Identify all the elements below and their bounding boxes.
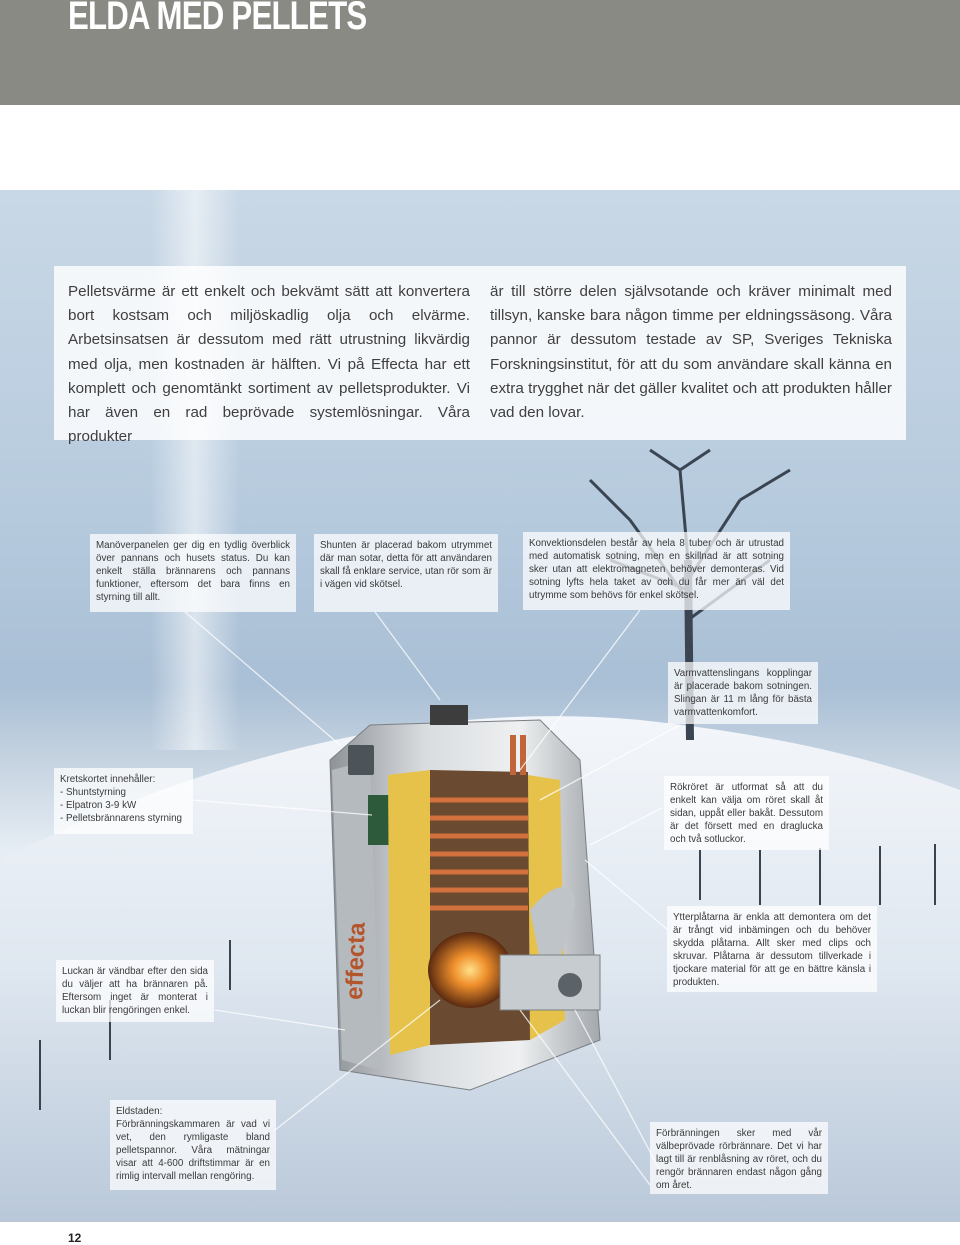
svg-text:effecta: effecta [341,921,371,1001]
callout-door: Luckan är vändbar efter den sida du väljer att ha brännaren på. Eftersom inget är monterat i luckan blir rengöringen enkel. [56,960,214,1022]
water-coil [430,800,528,908]
page-header [0,0,960,105]
intro-text-col1: Pelletsvärme är ett enkelt och bekvämt sätt att konvertera bort kostsam och miljöskadlig olja och elvärme. Arbetsinsatsen är dessutom med rätt utrustning likvärdig med olja, men kostnaden är hälften. Vi på Effecta har ett komplett och genomtänkt sortiment av pelletsprodukter. Vi har även en rad beprövade systemlösningar. Våra produkter [68,283,470,446]
fire [428,932,512,1008]
control-panel [348,745,374,775]
callout-combustion: Förbränningen sker med vår välbeprövade rörbrännare. Det vi har lagt till är renblåsning av röret, och du rengör brännaren endast någon gång om året. [650,1122,828,1194]
intro-text-col2: är till större delen självsotande och kräver minimalt med tillsyn, kanske bara någon timme per eldningssäsong. Våra pannor är dessutom testade av SP, Sveriges Tekniska Forskningsinstitut, för att du som användare skall känna en extra trygghet när det gäller kvalitet och att produkten håller vad den lovar. [490,283,892,422]
burner-fan [558,973,582,997]
callout-firebox: Eldstaden: Förbränningskammaren är vad vi vet, den rymligaste bland pelletspannor. Våra mätningar visar att 4-600 driftstimmar är en rimlig intervall mellan rengöring. [110,1100,276,1190]
hot-water-pipe [510,735,516,775]
page-title: ELDA MED PELLETS [68,0,367,38]
circuit-board [368,795,390,845]
callout-convection: Konvektionsdelen består av hela 8 tuber och är utrustad med automatisk sotning, men en skillnad är att sotning sker utan att elektromagneten behöver demonteras. Vid sotning lyfts hela taket av och du får mer än väl det utrymme som behövs för enkel skötsel. [523,532,790,610]
callout-circuit-board: Kretskortet innehåller: - Shuntstyrning - Elpatron 3-9 kW - Pelletsbrännarens styrning [54,768,193,834]
callout-flue-pipe: Rökröret är utformat så att du enkelt kan välja om röret skall åt sidan, uppåt eller bakåt. Dessutom är det försett med en draglucka och två sotluckor. [664,776,829,850]
callout-outer-panels: Ytterplåtarna är enkla att demontera om det är trångt vid inbämingen och du behöver skydda plåtarna. Allt sker med clips och skruvar. Plåtarna är dessutom tillverkade i tjockare material för att ge en bättre känsla i produkten. [667,906,877,992]
flue-outlet [430,705,468,725]
callout-shunt: Shunten är placerad bakom utrymmet där man sotar, detta för att användaren skall få enklare service, utan rör som är i vägen vid skötsel. [314,534,498,612]
pellet-burner [500,955,600,1010]
callout-hot-water-coil: Varmvattenslingans kopplingar är placerade bakom sotningen. Slingan är 11 m lång för bästa varmvattenkomfort. [668,662,818,724]
page-number: 12 [68,1231,82,1245]
effecta-logo [341,921,371,1000]
callout-control-panel: Manöverpanelen ger dig en tydlig överblick över pannans och husets status. Du kan enkelt ställa brännarens och pannans funktioner, eftersom det bara finns en styrning till allt. [90,534,296,612]
